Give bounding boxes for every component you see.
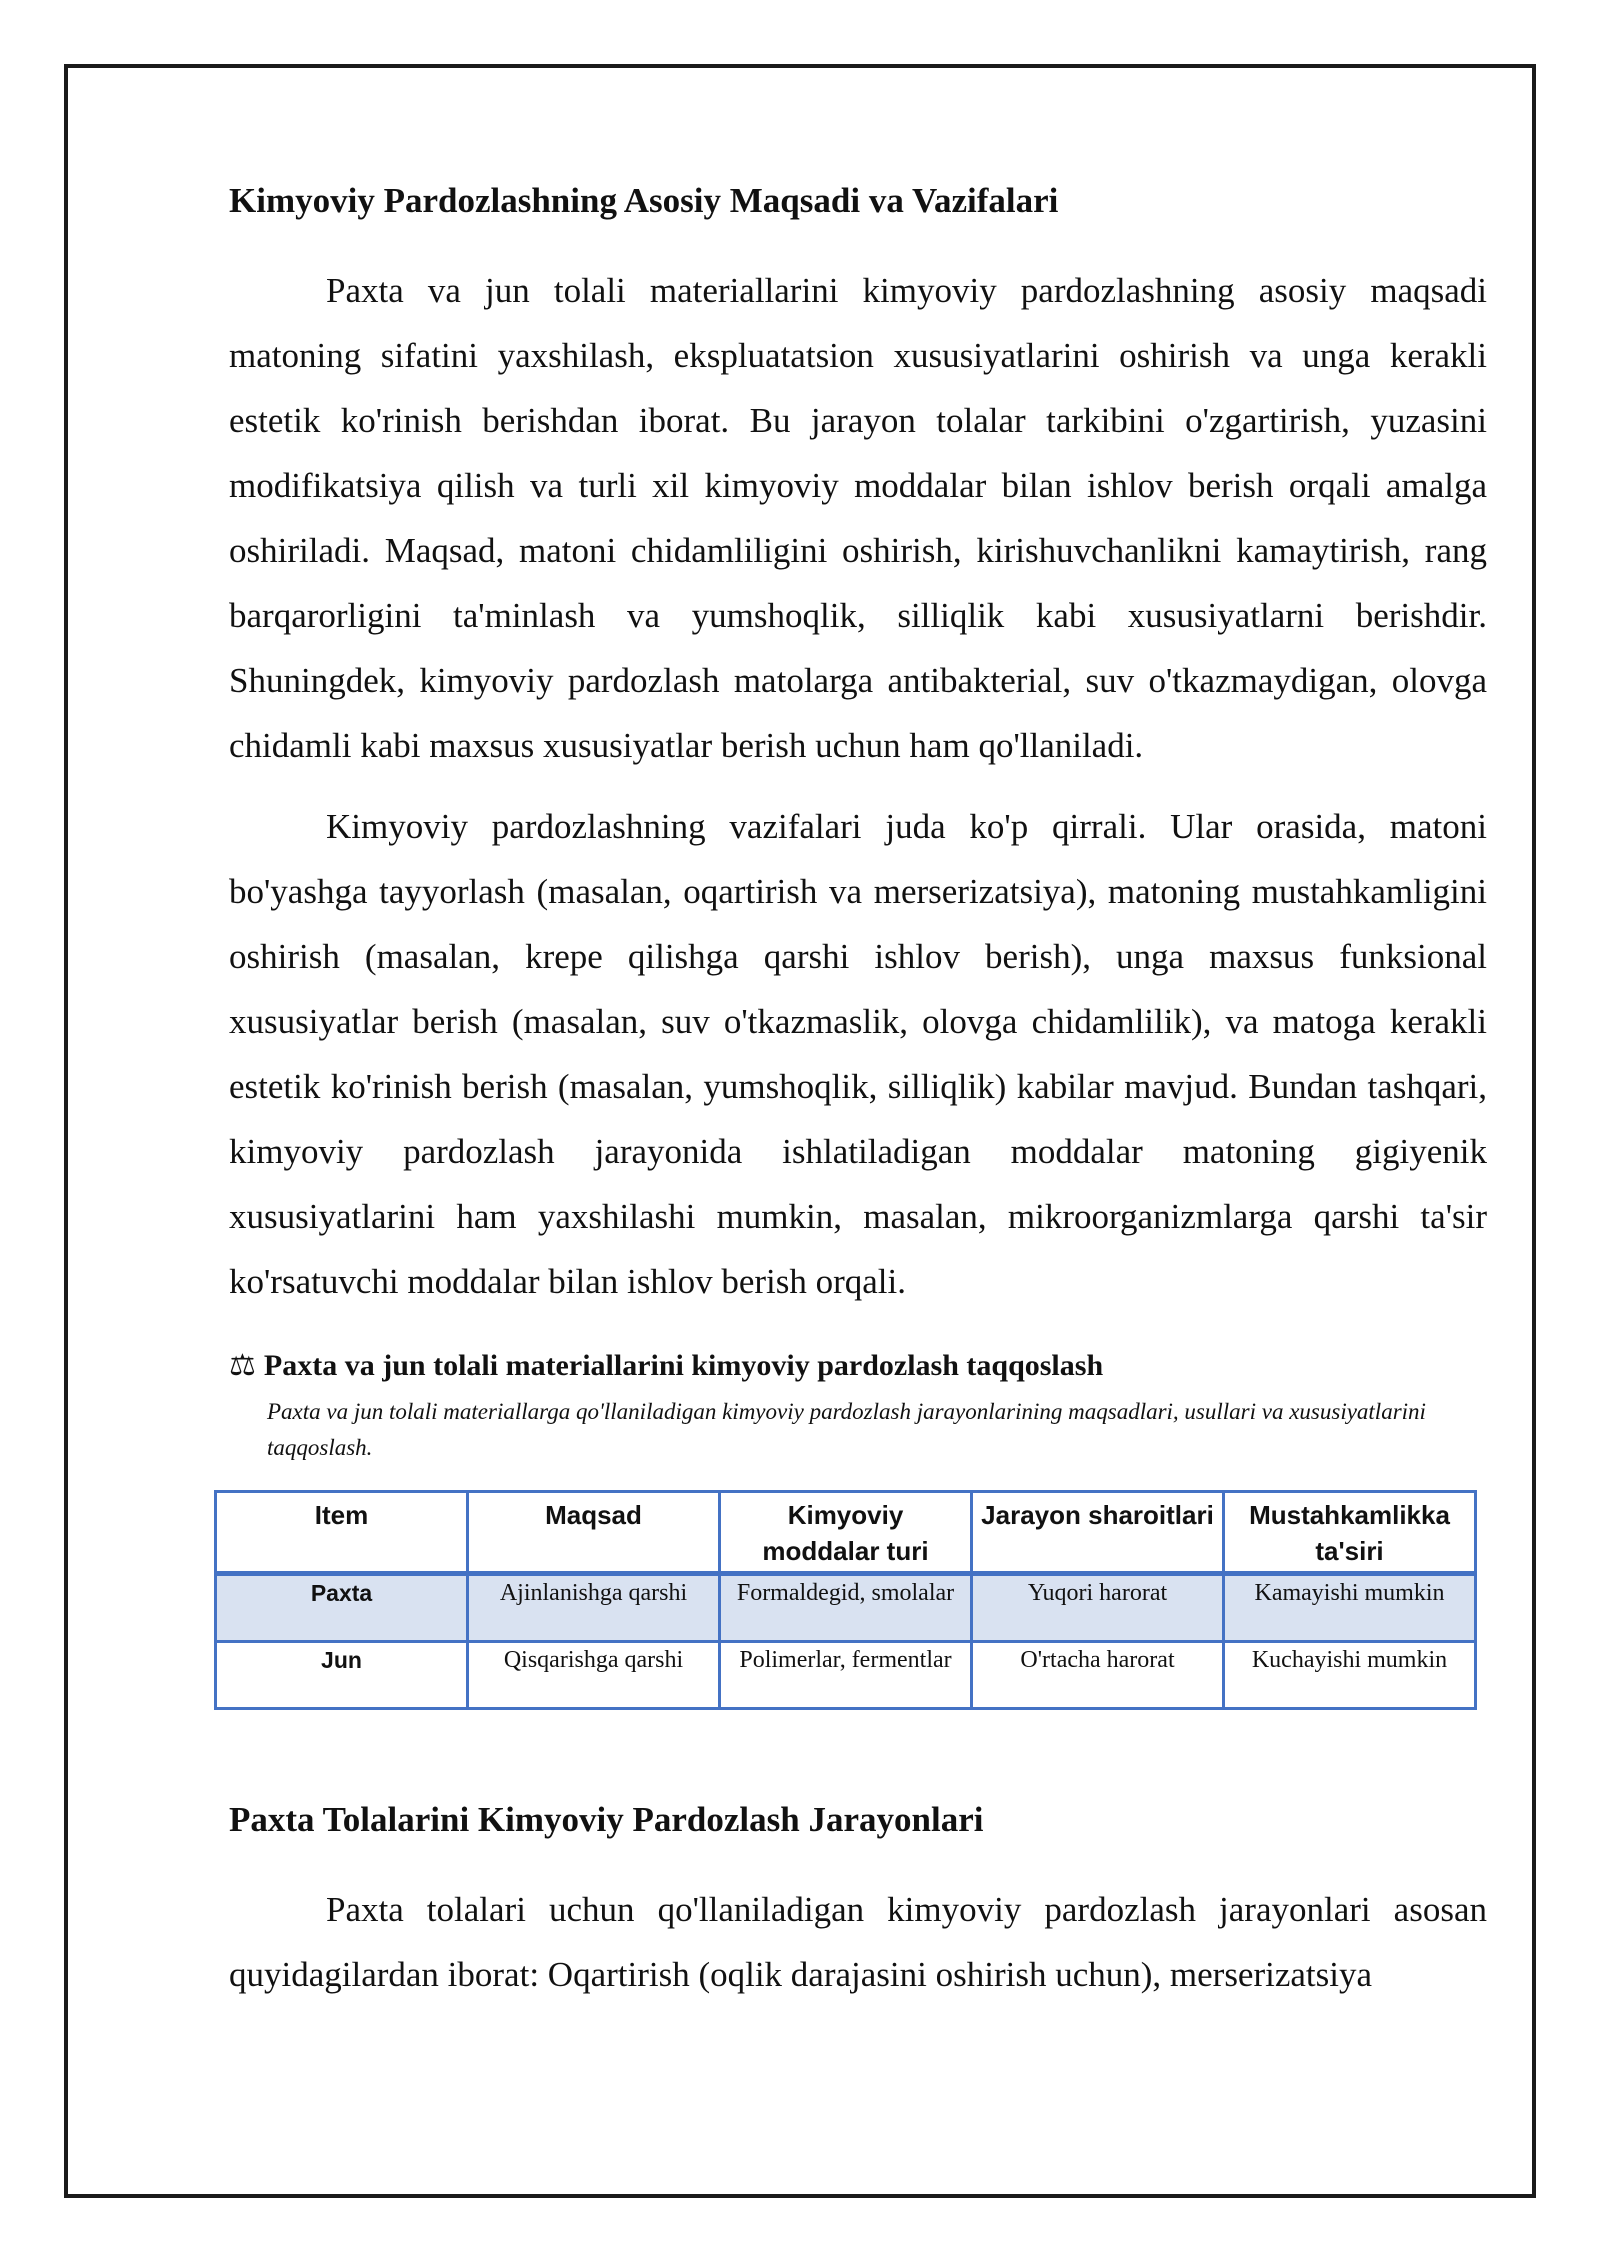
table-caption: Paxta va jun tolali materiallarga qo'llaniladigan kimyoviy pardozlash jarayonlarining maqsadlari, usullari va xususiyatlarini taqqoslash. [267, 1399, 1426, 1460]
table-cell: O'rtacha harorat [972, 1642, 1224, 1709]
paragraph-tasks: Kimyoviy pardozlashning vazifalari juda ko'p qirrali. Ular orasida, matoni bo'yashga tayyorlash (masalan, oqartirish va merserizatsiya), matoning mustahkamligini oshirish (masalan, krepe qilishga qarshi ishlov berish), unga maxsus funksional xususiyatlar berish (masalan, suv o'tkazmaslik, olovga chidamlilik), va matoga kerakli estetik ko'rinish berish (masalan, yumshoqlik, silliqlik) kabilar mavjud. Bundan tashqari, kimyoviy pardozlash jarayonida ishlatiladigan moddalar matoning gigiyenik xususiyatlarini ham yaxshilashi mumkin, masalan, mikroorganizmlarga qarshi ta'sir ko'rsatuvchi moddalar bilan ishlov berish orqali. [229, 807, 1487, 1301]
table-title-text: Paxta va jun tolali materiallarini kimyoviy pardozlash taqqoslash [263, 1349, 1104, 1382]
column-header: Jarayon sharoitlari [972, 1492, 1224, 1574]
table-cell: Kuchayishi mumkin [1224, 1642, 1476, 1709]
table-cell: Polimerlar, fermentlar [720, 1642, 972, 1709]
section-heading-goals: Kimyoviy Pardozlashning Asosiy Maqsadi va Vazifalari [229, 181, 1059, 220]
column-header: Item [216, 1492, 468, 1574]
paragraph-cotton-processes: Paxta tolalari uchun qo'llaniladigan kimyoviy pardozlash jarayonlari asosan quyidagilardan iborat: Oqartirish (oqlik darajasini oshirish uchun), merserizatsiya [229, 1890, 1487, 1994]
comparison-table-block [229, 1346, 1487, 1710]
balance-scale-icon: ⚖ [229, 1348, 256, 1383]
paragraph-goals: Paxta va jun tolali materiallarini kimyoviy pardozlashning asosiy maqsadi matoning sifatini yaxshilash, ekspluatatsion xususiyatlarini oshirish va unga kerakli estetik ko'rinish berishdan iborat. Bu jarayon tolalar tarkibini o'zgartirish, yuzasini modifikatsiya qilish va turli xil kimyoviy moddalar bilan ishlov berish orqali amalga oshiriladi. Maqsad, matoni chidamliligini oshirish, kirishuvchanlikni kamaytirish, rang barqarorligini ta'minlash va yumshoqlik, silliqlik kabi xususiyatlarni berishdir. Shuningdek, kimyoviy pardozlash matolarga antibakterial, suv o'tkazmaydigan, olovga chidamli kabi maxsus xususiyatlar berish uchun ham qo'llaniladi. [229, 271, 1487, 765]
table-cell: Yuqori harorat [972, 1574, 1224, 1642]
column-header: Maqsad [468, 1492, 720, 1574]
comparison-table [214, 1490, 1477, 1710]
table-title [229, 1346, 1487, 1386]
table-header-row [216, 1492, 1476, 1574]
section-heading-cotton-processes: Paxta Tolalarini Kimyoviy Pardozlash Jarayonlari [229, 1800, 984, 1839]
table-cell: Ajinlanishga qarshi [468, 1574, 720, 1642]
table-row [216, 1642, 1476, 1709]
table-cell: Formaldegid, smolalar [720, 1574, 972, 1642]
column-header: Mustahkamlikka ta'siri [1224, 1492, 1476, 1574]
document-content [229, 170, 1487, 2007]
table-cell: Kamayishi mumkin [1224, 1574, 1476, 1642]
table-cell-item: Paxta [216, 1574, 468, 1642]
table-cell-item: Jun [216, 1642, 468, 1709]
column-header: Kimyoviy moddalar turi [720, 1492, 972, 1574]
table-row [216, 1574, 1476, 1642]
table-cell: Qisqarishga qarshi [468, 1642, 720, 1709]
